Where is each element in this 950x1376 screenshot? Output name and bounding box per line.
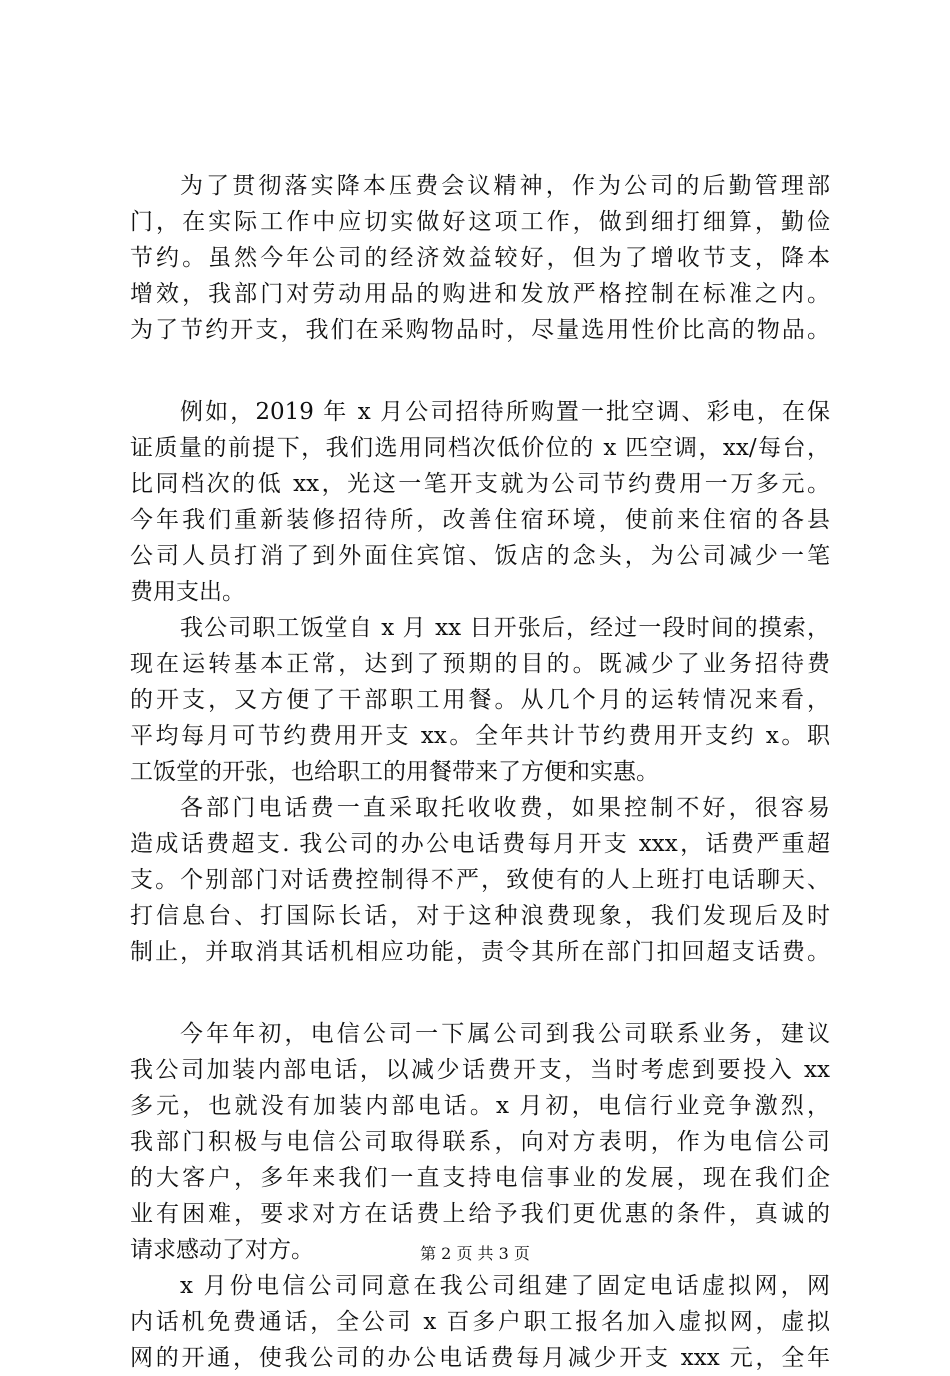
text-line: 为了贯彻落实降本压费会议精神，作为公司的后勤管理部 bbox=[180, 173, 830, 199]
paragraph-5 bbox=[130, 1016, 830, 1268]
text-line: 现在运转基本正常，达到了预期的目的。既减少了业务招待费 bbox=[130, 651, 830, 677]
text-line: 的大客户，多年来我们一直支持电信事业的发展，现在我们企 bbox=[130, 1165, 830, 1191]
text-line: 为了节约开支，我们在采购物品时，尽量选用性价比高的物品。 bbox=[130, 317, 830, 343]
text-line: 节约。虽然今年公司的经济效益较好，但为了增收节支，降本 bbox=[130, 245, 830, 271]
paragraph-2 bbox=[130, 394, 830, 610]
text-line: 的开支，又方便了干部职工用餐。从几个月的运转情况来看， bbox=[130, 687, 830, 713]
text-line: 公司人员打消了到外面住宾馆、饭店的念头，为公司减少一笔 bbox=[130, 543, 830, 569]
paragraph-gap bbox=[130, 970, 830, 1016]
text-line: 网的开通，使我公司的办公电话费每月减少开支 xxx 元，全年 bbox=[130, 1345, 830, 1371]
text-line: 证质量的前提下，我们选用同档次低价位的 x 匹空调，xx/每台， bbox=[130, 435, 830, 461]
text-line: 请求感动了对方。 bbox=[130, 1237, 314, 1263]
page-number-footer: 第 2 页 共 3 页 bbox=[420, 1244, 530, 1263]
text-line: 制止，并取消其话机相应功能，责令其所在部门扣回超支话费。 bbox=[130, 939, 830, 965]
paragraph-gap bbox=[130, 348, 830, 394]
text-line: 今年我们重新装修招待所，改善住宿环境，使前来住宿的各县 bbox=[130, 507, 830, 533]
paragraph-1 bbox=[130, 168, 830, 348]
text-line: 各部门电话费一直采取托收收费，如果控制不好，很容易 bbox=[180, 795, 830, 821]
text-line: 业有困难，要求对方在话费上给予我们更优惠的条件，真诚的 bbox=[130, 1201, 830, 1227]
text-line: 门，在实际工作中应切实做好这项工作，做到细打细算，勤俭 bbox=[130, 209, 830, 235]
document-body bbox=[130, 168, 830, 1376]
text-line: 今年年初，电信公司一下属公司到我公司联系业务，建议 bbox=[180, 1021, 830, 1047]
text-line: 打信息台、打国际长话，对于这种浪费现象，我们发现后及时 bbox=[130, 903, 830, 929]
text-line: 支。个别部门对话费控制得不严，致使有的人上班打电话聊天、 bbox=[130, 867, 830, 893]
paragraph-4 bbox=[130, 790, 830, 970]
paragraph-6 bbox=[130, 1268, 830, 1376]
text-line: 平均每月可节约费用开支 xx。全年共计节约费用开支约 x。职 bbox=[130, 723, 830, 749]
text-line: 多元，也就没有加装内部电话。x 月初，电信行业竞争激烈， bbox=[130, 1093, 830, 1119]
text-line: 我部门积极与电信公司取得联系，向对方表明，作为电信公司 bbox=[130, 1129, 830, 1155]
text-line: 增效，我部门对劳动用品的购进和发放严格控制在标准之内。 bbox=[130, 281, 830, 307]
text-line: 我公司职工饭堂自 x 月 xx 日开张后，经过一段时间的摸索， bbox=[180, 615, 830, 641]
text-line: 造成话费超支. 我公司的办公电话费每月开支 xxx，话费严重超 bbox=[130, 831, 830, 857]
text-line: 内话机免费通话，全公司 x 百多户职工报名加入虚拟网，虚拟 bbox=[130, 1309, 830, 1335]
text-line: 我公司加装内部电话，以减少话费开支，当时考虑到要投入 xx bbox=[130, 1057, 830, 1083]
text-line: x 月份电信公司同意在我公司组建了固定电话虚拟网，网 bbox=[180, 1273, 830, 1299]
text-line: 例如，2019 年 x 月公司招待所购置一批空调、彩电，在保 bbox=[180, 399, 830, 425]
text-line: 工饭堂的开张，也给职工的用餐带来了方便和实惠。 bbox=[130, 759, 659, 785]
text-line: 费用支出。 bbox=[130, 579, 245, 605]
text-line: 比同档次的低 xx，光这一笔开支就为公司节约费用一万多元。 bbox=[130, 471, 830, 497]
paragraph-3 bbox=[130, 610, 830, 790]
